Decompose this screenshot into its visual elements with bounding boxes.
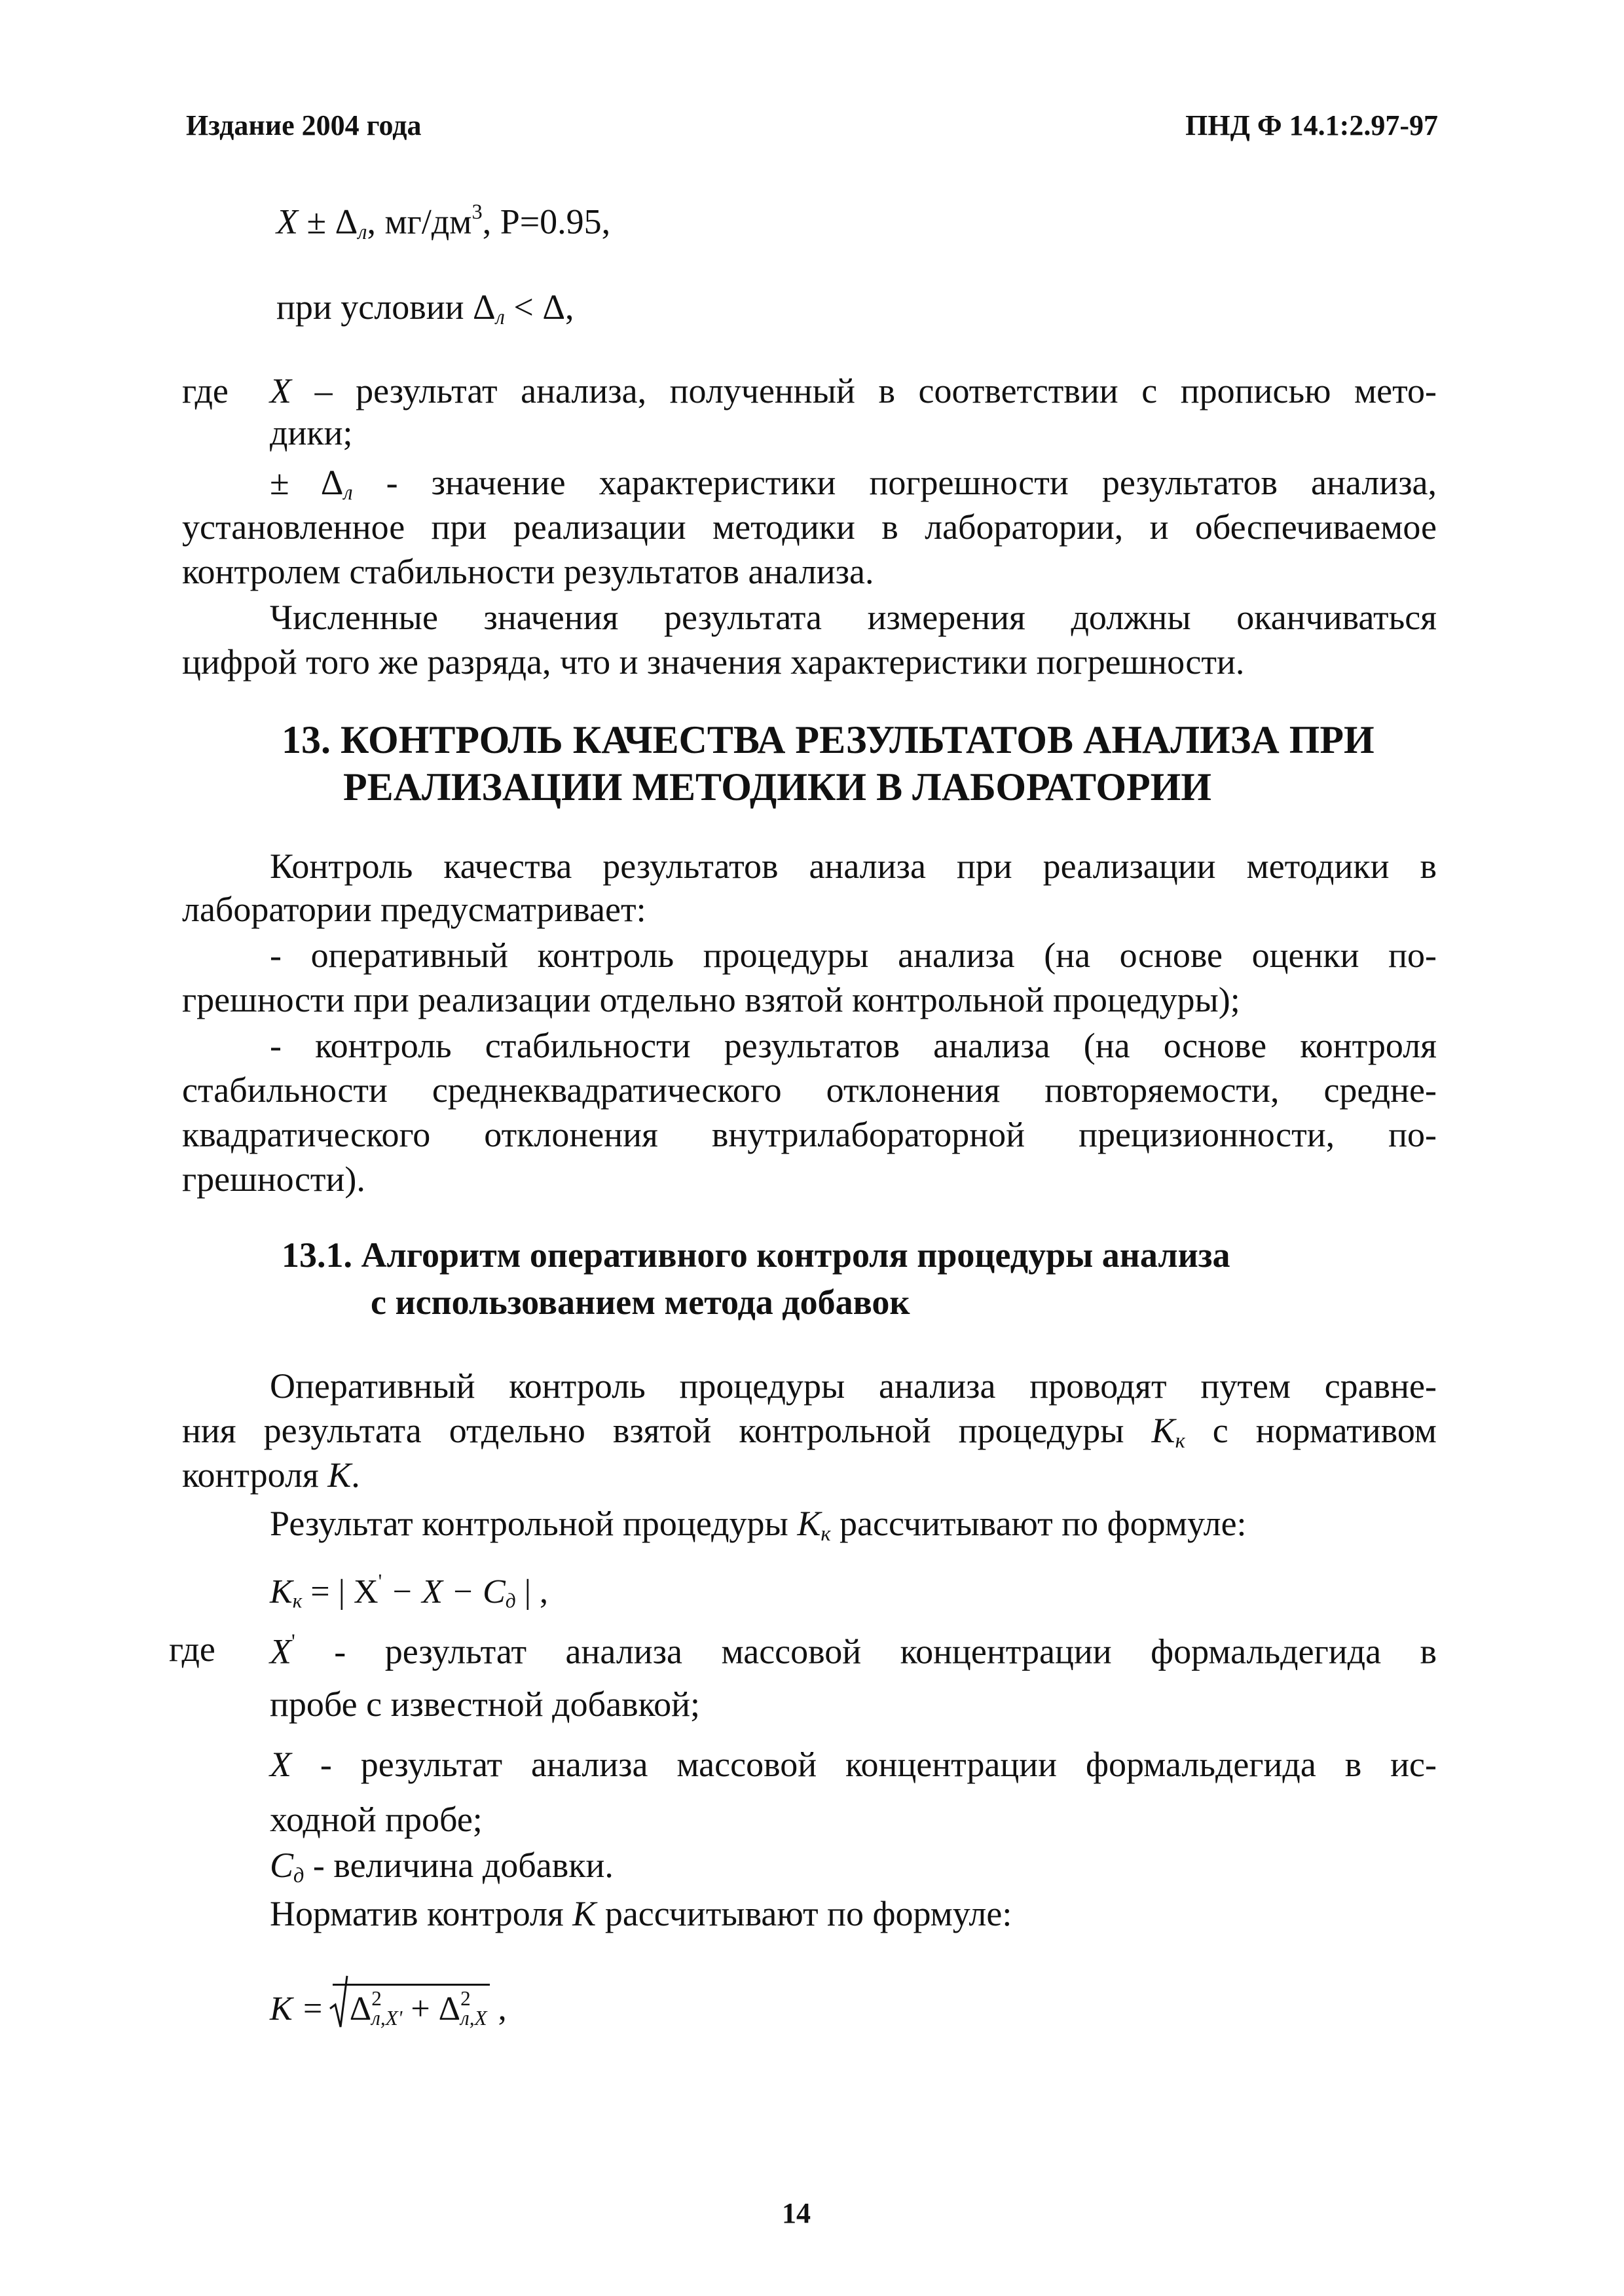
x-definition-2-line2: ходной пробе;: [270, 1800, 483, 1839]
xprime-definition-line1: X' - результат анализа массовой концентрации формальдегида в: [270, 1630, 1437, 1671]
dl-definition-line3: контролем стабильности результатов анализа.: [182, 552, 874, 591]
section-13-1-title-line1: 13.1. Алгоритм оперативного контроля процедуры анализа: [282, 1235, 1230, 1275]
numeric-note-line1: Численные значения результата измерения должны оканчиваться: [270, 598, 1437, 637]
section-13-title-line1: 13. КОНТРОЛЬ КАЧЕСТВА РЕЗУЛЬТАТОВ АНАЛИЗА ПРИ: [282, 718, 1375, 761]
section-13-1-title-line2: с использованием метода добавок: [371, 1283, 910, 1322]
page-number: 14: [782, 2197, 811, 2229]
section-13-1-p1-line2: ния результата отдельно взятой контрольной процедуры $K_к$ с нормативом: [182, 1411, 1437, 1453]
sqrt-sign-icon: [329, 1975, 348, 2031]
where-label: где: [182, 371, 229, 410]
dl-definition-line2: установленное при реализации методики в лаборатории, и обеспечиваемое: [182, 507, 1437, 547]
where-label-2: где: [169, 1630, 215, 1669]
x-definition-2-line1: X - результат анализа массовой концентрации формальдегида в ис-: [270, 1745, 1437, 1784]
kk-formula: $K_к$ = | $X' - X - C_д$ | ,: [270, 1570, 549, 1613]
section-13-p1-line2: лаборатории предусматривает:: [182, 890, 646, 929]
c-definition: $C_д$ - величина добавки.: [270, 1846, 614, 1888]
section-13-title-line2: РЕАЛИЗАЦИИ МЕТОДИКИ В ЛАБОРАТОРИИ: [343, 765, 1211, 809]
section-13-1-p3: Норматив контроля K рассчитывают по формуле:: [270, 1894, 1012, 1933]
section-13-p1-line1: Контроль качества результатов анализа при реализации методики в: [270, 847, 1437, 886]
bullet2-line2: стабильности среднеквадратического отклонения повторяемости, средне-: [182, 1070, 1437, 1110]
numeric-note-line2: цифрой того же разряда, что и значения характеристики погрешности.: [182, 642, 1245, 682]
dl-definition-line1: ± $\Delta_л$ - значение характеристики погрешности результатов анализа,: [270, 463, 1437, 505]
edition-label: Издание 2004 года: [186, 109, 422, 141]
bullet2-line1: - контроль стабильности результатов анализа (на основе контроля: [270, 1026, 1437, 1065]
condition-line: при условии $\Delta_л < \Delta$,: [276, 287, 574, 330]
bullet2-line4: грешности).: [182, 1159, 365, 1199]
xprime-definition-line2: пробе с известной добавкой;: [270, 1685, 700, 1724]
bullet1-line1: - оперативный контроль процедуры анализа (на основе оценки по-: [270, 936, 1437, 975]
result-formula: $X \pm \Delta_л$, $мг/дм^3$, P=0.95,: [276, 200, 611, 244]
bullet1-line2: грешности при реализации отдельно взятой контрольной процедуры);: [182, 980, 1240, 1019]
k-norm-formula: K = $\Delta^2_{л,X'} + \Delta^2_{л,X}$ ,: [270, 1984, 507, 2030]
x-definition-line2: дики;: [270, 413, 353, 452]
sqrt-expression: $\Delta^2_{л,X'} + \Delta^2_{л,X}$: [333, 1984, 490, 2030]
section-13-1-p2: Результат контрольной процедуры $K_к$ рассчитывают по формуле:: [270, 1504, 1247, 1546]
x-definition-line1: X – результат анализа, полученный в соответствии с прописью мето-: [270, 371, 1437, 410]
bullet2-line3: квадратического отклонения внутрилабораторной прецизионности, по-: [182, 1115, 1437, 1154]
section-13-1-p1-line1: Оперативный контроль процедуры анализа проводят путем сравне-: [270, 1366, 1437, 1406]
section-13-1-p1-line3: контроля K.: [182, 1455, 360, 1495]
document-code: ПНД Ф 14.1:2.97-97: [1185, 109, 1438, 141]
